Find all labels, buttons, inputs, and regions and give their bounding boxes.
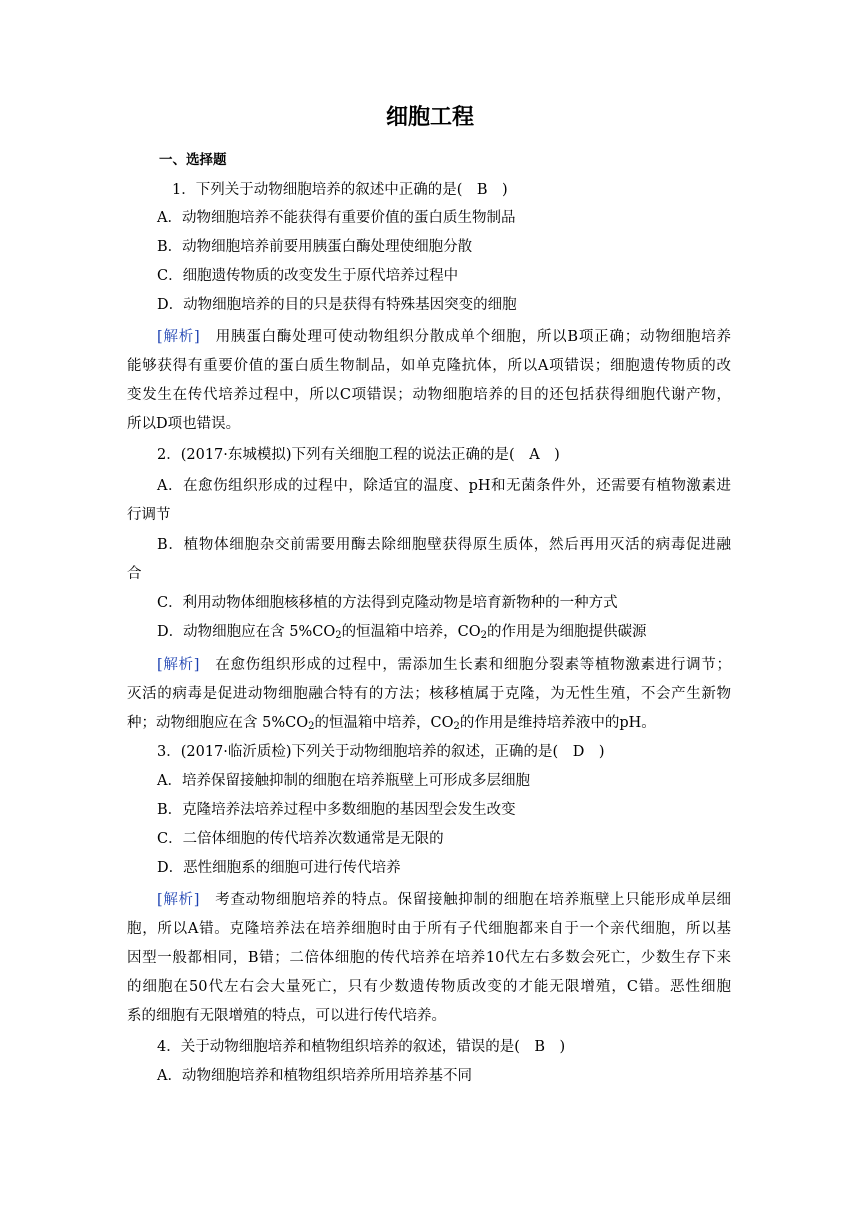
question-3-option-d: D．恶性细胞系的细胞可进行传代培养	[157, 860, 401, 876]
question-2-analysis-line: [解析] 在愈伤组织形成的过程中，需添加生长素和细胞分裂素等植物激素进行调节；	[157, 657, 731, 673]
question-3-stem: 3．(2017·临沂质检)下列关于动物细胞培养的叙述，正确的是( D )	[157, 744, 605, 760]
question-1-analysis-line: 能够获得有重要价值的蛋白质生物制品，如单克隆抗体，所以A项错误；细胞遗传物质的改	[127, 358, 731, 374]
question-2-analysis-line: 灭活的病毒是促进动物细胞融合特有的方法；核移植属于克隆，为无性生殖，不会产生新物	[127, 686, 731, 702]
question-2-option-b: B．植物体细胞杂交前需要用酶去除细胞壁获得原生质体，然后再用灭活的病毒促进融	[157, 537, 731, 553]
question-2-option-a-cont: 行调节	[127, 507, 171, 523]
question-1-analysis-line: 变发生在传代培养过程中，所以C项错误；动物细胞培养的目的还包括获得细胞代谢产物，	[127, 387, 731, 403]
question-3-option-b: B．克隆培养法培养过程中多数细胞的基因型会发生改变	[157, 802, 516, 818]
question-2-analysis-line: 种；动物细胞应在含 $5\%CO_2$的恒温箱中培养，$CO_2$的作用是维持培养液中的pH。	[127, 715, 656, 732]
question-2-option-c: C．利用动物体细胞核移植的方法得到克隆动物是培育新物种的一种方式	[157, 595, 618, 611]
question-1-stem: 1．下列关于动物细胞培养的叙述中正确的是( B )	[172, 182, 508, 198]
question-3-analysis-line: 的细胞在50代左右会大量死亡，只有少数遗传物质改变的才能无限增殖，C错。恶性细胞	[127, 979, 731, 995]
question-1-option-b: B．动物细胞培养前要用胰蛋白酶处理使细胞分散	[157, 239, 473, 255]
question-3-analysis-line: 系的细胞有无限增殖的特点，可以进行传代培养。	[127, 1008, 446, 1024]
question-2-stem: 2．(2017·东城模拟)下列有关细胞工程的说法正确的是( A )	[157, 447, 560, 463]
analysis-label: [解析]	[157, 329, 200, 345]
question-3-analysis-line: [解析] 考查动物细胞培养的特点。保留接触抑制的细胞在培养瓶壁上只能形成单层细	[157, 892, 731, 908]
question-3-option-c: C．二倍体细胞的传代培养次数通常是无限的	[157, 831, 444, 847]
question-1-analysis-line: 所以D项也错误。	[127, 416, 241, 432]
analysis-label: [解析]	[157, 657, 200, 673]
question-4-stem: 4．关于动物细胞培养和植物组织培养的叙述，错误的是( B )	[157, 1039, 566, 1055]
question-2-option-d: D．动物细胞应在含 $5\%CO_2$的恒温箱中培养，$CO_2$的作用是为细胞提供碳源	[157, 624, 647, 641]
question-2-option-a: A．在愈伤组织形成的过程中，除适宜的温度、pH和无菌条件外，还需要有植物激素进	[157, 478, 731, 494]
question-3-analysis-line: 胞，所以A错。克隆培养法在培养细胞时由于所有子代细胞都来自于一个亲代细胞，所以基	[127, 921, 731, 937]
section-heading: 一、选择题	[159, 152, 227, 168]
question-3-option-a: A．培养保留接触抑制的细胞在培养瓶壁上可形成多层细胞	[157, 773, 530, 789]
question-4-option-a: A．动物细胞培养和植物组织培养所用培养基不同	[157, 1068, 472, 1084]
question-2-option-b-cont: 合	[127, 566, 142, 582]
question-1-option-a: A．动物细胞培养不能获得有重要价值的蛋白质生物制品	[157, 210, 516, 226]
page-title: 细胞工程	[385, 105, 474, 130]
question-1-option-d: D．动物细胞培养的目的只是获得有特殊基因突变的细胞	[157, 297, 517, 313]
analysis-label: [解析]	[157, 892, 200, 908]
question-1-analysis-line: [解析] 用胰蛋白酶处理可使动物组织分散成单个细胞，所以B项正确；动物细胞培养	[157, 329, 731, 345]
question-1-option-c: C．细胞遗传物质的改变发生于原代培养过程中	[157, 268, 459, 284]
question-3-analysis-line: 因型一般都相同，B错；二倍体细胞的传代培养在培养10代左右多数会死亡，少数生存下来	[127, 950, 731, 966]
